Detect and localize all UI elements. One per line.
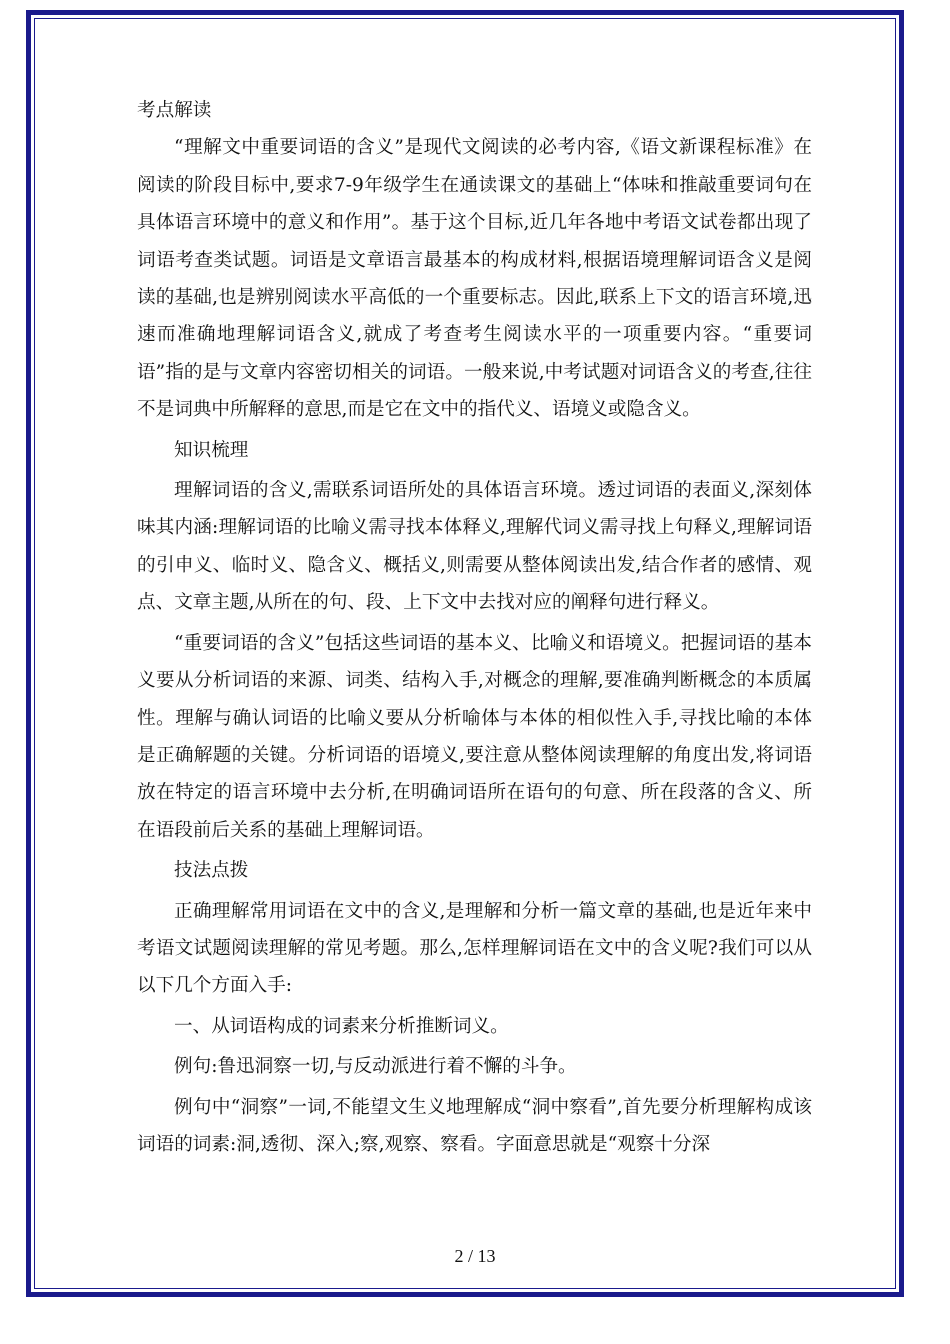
document-body — [137, 92, 812, 1163]
section-heading-kaodian: 考点解读 — [137, 100, 212, 121]
paragraph: “理解文中重要词语的含义”是现代文阅读的必考内容,《语文新课程标准》在阅读的阶段目标中,要求7-9年级学生在通读课文的基础上“体味和推敲重要词句在具体语言环境中的意义和作用”。基于这个目标,近几年各地中考语文试卷都出现了词语考查类试题。词语是文章语言最基本的构成材料,根据语境理解词语含义是阅读的基础,也是辨别阅读水平高低的一个重要标志。因此,联系上下文的语言环境,迅速而准确地理解词语含义,就成了考查考生阅读水平的一项重要内容。“重要词语”指的是与文章内容密切相关的词语。一般来说,中考试题对词语含义的考查,往往不是词典中所解释的意思,而是它在文中的指代义、语境义或隐含义。 — [137, 137, 812, 421]
page-number: 2 / 13 — [454, 1246, 496, 1266]
paragraph: 例句:鲁迅洞察一切,与反动派进行着不懈的斗争。 — [174, 1056, 577, 1078]
paragraph: 例句中“洞察”一词,不能望文生义地理解成“洞中察看”,首先要分析理解构成该词语的词素:洞,透彻、深入;察,观察、察看。字面意思就是“观察十分深 — [137, 1096, 812, 1155]
paragraph: 正确理解常用词语在文中的含义,是理解和分析一篇文章的基础,也是近年来中考语文试题阅读理解的常见考题。那么,怎样理解词语在文中的含义呢?我们可以从以下几个方面入手: — [137, 900, 812, 997]
section-heading-zhishi: 知识梳理 — [174, 439, 249, 461]
paragraph: 一、从词语构成的词素来分析推断词义。 — [174, 1015, 509, 1037]
paragraph: 理解词语的含义,需联系词语所处的具体语言环境。透过词语的表面义,深刻体味其内涵:理解词语的比喻义需寻找本体释义,理解代词义需寻找上句释义,理解词语的引申义、临时义、隐含义、概括义,则需要从整体阅读出发,结合作者的感情、观点、文章主题,从所在的句、段、上下文中去找对应的阐释句进行释义。 — [137, 480, 812, 614]
section-heading-jifa: 技法点拨 — [174, 860, 249, 882]
paragraph: “重要词语的含义”包括这些词语的基本义、比喻义和语境义。把握词语的基本义要从分析词语的来源、词类、结构入手,对概念的理解,要准确判断概念的本质属性。理解与确认词语的比喻义要从分析喻体与本体的相似性入手,寻找比喻的本体是正确解题的关键。分析词语的语境义,要注意从整体阅读理解的角度出发,将词语放在特定的语言环境中去分析,在明确词语所在语句的句意、所在段落的含义、所在语段前后关系的基础上理解词语。 — [137, 632, 812, 841]
